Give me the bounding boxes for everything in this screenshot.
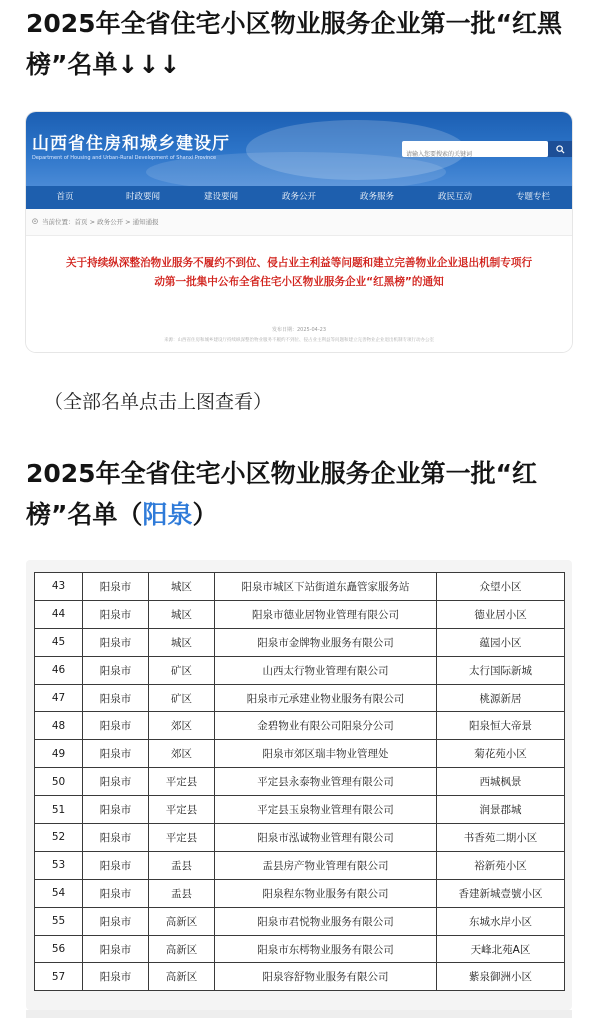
- article-source: 来源：山西省住房和城乡建设厅持续纵深整治物业服务不履约不到位、侵占业主利益等问题和建立完善物业企业退出机制专项行动办公室: [164, 338, 434, 343]
- table-row: [35, 573, 565, 601]
- cell-community-name: 香建新城壹號小区: [437, 879, 565, 907]
- cell-city: 阳泉市: [83, 907, 149, 935]
- cell-row-number: 47: [35, 684, 83, 712]
- search-icon: [556, 145, 565, 154]
- cell-district: 平定县: [149, 824, 215, 852]
- cell-row-number: 49: [35, 740, 83, 768]
- heading2-suffix: ）: [192, 500, 218, 529]
- cell-city: 阳泉市: [83, 740, 149, 768]
- cell-company-name: 金碧物业有限公司阳泉分公司: [215, 712, 437, 740]
- cell-city: 阳泉市: [83, 573, 149, 601]
- cell-district: 盂县: [149, 879, 215, 907]
- cell-row-number: 44: [35, 600, 83, 628]
- cell-company-name: 盂县房产物业管理有限公司: [215, 851, 437, 879]
- search-button[interactable]: [548, 141, 572, 157]
- cell-community-name: 德业居小区: [437, 600, 565, 628]
- cell-city: 阳泉市: [83, 796, 149, 824]
- cell-company-name: 阳泉市德业居物业管理有限公司: [215, 600, 437, 628]
- cell-city: 阳泉市: [83, 684, 149, 712]
- article-area: [26, 236, 572, 352]
- cell-company-name: 阳泉市金牌物业服务有限公司: [215, 628, 437, 656]
- cell-company-name: 阳泉市元承建业物业服务有限公司: [215, 684, 437, 712]
- cell-company-name: 阳泉程东物业服务有限公司: [215, 879, 437, 907]
- cell-district: 郊区: [149, 712, 215, 740]
- nav-item[interactable]: 时政要闻: [125, 192, 160, 202]
- city-link[interactable]: 阳泉: [142, 500, 193, 529]
- cell-district: 高新区: [149, 935, 215, 963]
- page-heading-redlist: [26, 453, 576, 535]
- page-heading-blacklist: 2025年全省住宅小区物业服务企业第一批“红黑榜”名单↓↓↓: [26, 9, 563, 79]
- cell-row-number: 54: [35, 879, 83, 907]
- table-row: [35, 935, 565, 963]
- cell-row-number: 45: [35, 628, 83, 656]
- cell-row-number: 48: [35, 712, 83, 740]
- cell-city: 阳泉市: [83, 824, 149, 852]
- table-row: [35, 600, 565, 628]
- cell-community-name: 裕新苑小区: [437, 851, 565, 879]
- table-row: [35, 824, 565, 852]
- site-banner: [26, 112, 572, 186]
- cell-district: 城区: [149, 600, 215, 628]
- cell-city: 阳泉市: [83, 851, 149, 879]
- cell-city: 阳泉市: [83, 712, 149, 740]
- cell-row-number: 53: [35, 851, 83, 879]
- table-row: [35, 712, 565, 740]
- cell-community-name: 菊花苑小区: [437, 740, 565, 768]
- cell-company-name: 平定县玉泉物业管理有限公司: [215, 796, 437, 824]
- table-row: [35, 963, 565, 991]
- table-row: [35, 907, 565, 935]
- cell-row-number: 57: [35, 963, 83, 991]
- cell-row-number: 51: [35, 796, 83, 824]
- nav-item[interactable]: 政民互动: [437, 192, 472, 202]
- redlist-table-image: [26, 560, 572, 1010]
- next-content-edge: [26, 1010, 572, 1018]
- cell-community-name: 书香苑二期小区: [437, 824, 565, 852]
- nav-item[interactable]: 专题专栏: [515, 192, 550, 202]
- cell-district: 平定县: [149, 768, 215, 796]
- nav-item[interactable]: 政务服务: [359, 192, 394, 202]
- cell-row-number: 50: [35, 768, 83, 796]
- cell-community-name: 紫泉御洲小区: [437, 963, 565, 991]
- site-subtitle: Department of Housing and Urban-Rural Development of Shanxi Province: [32, 155, 217, 161]
- table-row: [35, 656, 565, 684]
- cell-city: 阳泉市: [83, 879, 149, 907]
- cell-company-name: 阳泉市东樗物业服务有限公司: [215, 935, 437, 963]
- table-row: [35, 628, 565, 656]
- cell-community-name: 桃源新居: [437, 684, 565, 712]
- cell-company-name: 阳泉容舒物业服务有限公司: [215, 963, 437, 991]
- redlist-table: [34, 572, 565, 991]
- cell-district: 城区: [149, 628, 215, 656]
- cell-community-name: 西城枫景: [437, 768, 565, 796]
- cell-row-number: 46: [35, 656, 83, 684]
- table-row: [35, 796, 565, 824]
- table-row: [35, 740, 565, 768]
- nav-item[interactable]: 首页: [56, 192, 74, 202]
- cell-district: 高新区: [149, 963, 215, 991]
- notice-screenshot-card[interactable]: [26, 112, 572, 352]
- cell-city: 阳泉市: [83, 963, 149, 991]
- cell-row-number: 55: [35, 907, 83, 935]
- cell-district: 城区: [149, 573, 215, 601]
- cell-row-number: 56: [35, 935, 83, 963]
- cell-city: 阳泉市: [83, 600, 149, 628]
- cell-community-name: 润景郡城: [437, 796, 565, 824]
- cell-company-name: 阳泉市城区下站街道东矗管家服务站: [215, 573, 437, 601]
- breadcrumb-text: 当前位置：首页 > 政务公开 > 通知通报: [42, 218, 159, 226]
- cell-district: 平定县: [149, 796, 215, 824]
- cell-community-name: 众望小区: [437, 573, 565, 601]
- cell-community-name: 天峰北苑A区: [437, 935, 565, 963]
- view-full-list-note: （全部名单点击上图查看）: [44, 391, 273, 413]
- table-row: [35, 684, 565, 712]
- nav-item[interactable]: 建设要闻: [203, 192, 238, 202]
- table-row: [35, 768, 565, 796]
- article-date: 发布日期：2025-04-23: [271, 327, 327, 333]
- table-row: [35, 851, 565, 879]
- cell-city: 阳泉市: [83, 935, 149, 963]
- cell-district: 郊区: [149, 740, 215, 768]
- search-box[interactable]: [402, 141, 548, 157]
- cell-city: 阳泉市: [83, 656, 149, 684]
- cell-community-name: 阳泉恒大帝景: [437, 712, 565, 740]
- cell-community-name: 蕴园小区: [437, 628, 565, 656]
- cell-row-number: 43: [35, 573, 83, 601]
- cell-community-name: 东城水岸小区: [437, 907, 565, 935]
- table-row: [35, 879, 565, 907]
- location-icon: [31, 218, 39, 226]
- site-nav: [26, 186, 572, 209]
- heading2-prefix: 2025年全省住宅小区物业服务企业第一批“红榜”名单（: [26, 459, 538, 529]
- search-input[interactable]: [402, 147, 546, 163]
- article-title[interactable]: 关于持续纵深整治物业服务不履约不到位、侵占业主利益等问题和建立完善物业企业退出机制专项行动第一批集中公布全省住宅小区物业服务企业“红黑榜”的通知: [65, 257, 533, 288]
- cell-company-name: 阳泉市君悦物业服务有限公司: [215, 907, 437, 935]
- breadcrumb: [26, 209, 572, 236]
- cell-company-name: 山西太行物业管理有限公司: [215, 656, 437, 684]
- cell-row-number: 52: [35, 824, 83, 852]
- cell-district: 高新区: [149, 907, 215, 935]
- cell-company-name: 平定县永泰物业管理有限公司: [215, 768, 437, 796]
- cell-district: 矿区: [149, 656, 215, 684]
- cell-company-name: 阳泉市泓诚物业管理有限公司: [215, 824, 437, 852]
- cell-district: 盂县: [149, 851, 215, 879]
- cell-city: 阳泉市: [83, 628, 149, 656]
- cell-community-name: 太行国际新城: [437, 656, 565, 684]
- cell-company-name: 阳泉市郊区瑞丰物业管理处: [215, 740, 437, 768]
- cell-district: 矿区: [149, 684, 215, 712]
- nav-item[interactable]: 政务公开: [281, 192, 316, 202]
- site-title: 山西省住房和城乡建设厅: [32, 134, 230, 154]
- cell-city: 阳泉市: [83, 768, 149, 796]
